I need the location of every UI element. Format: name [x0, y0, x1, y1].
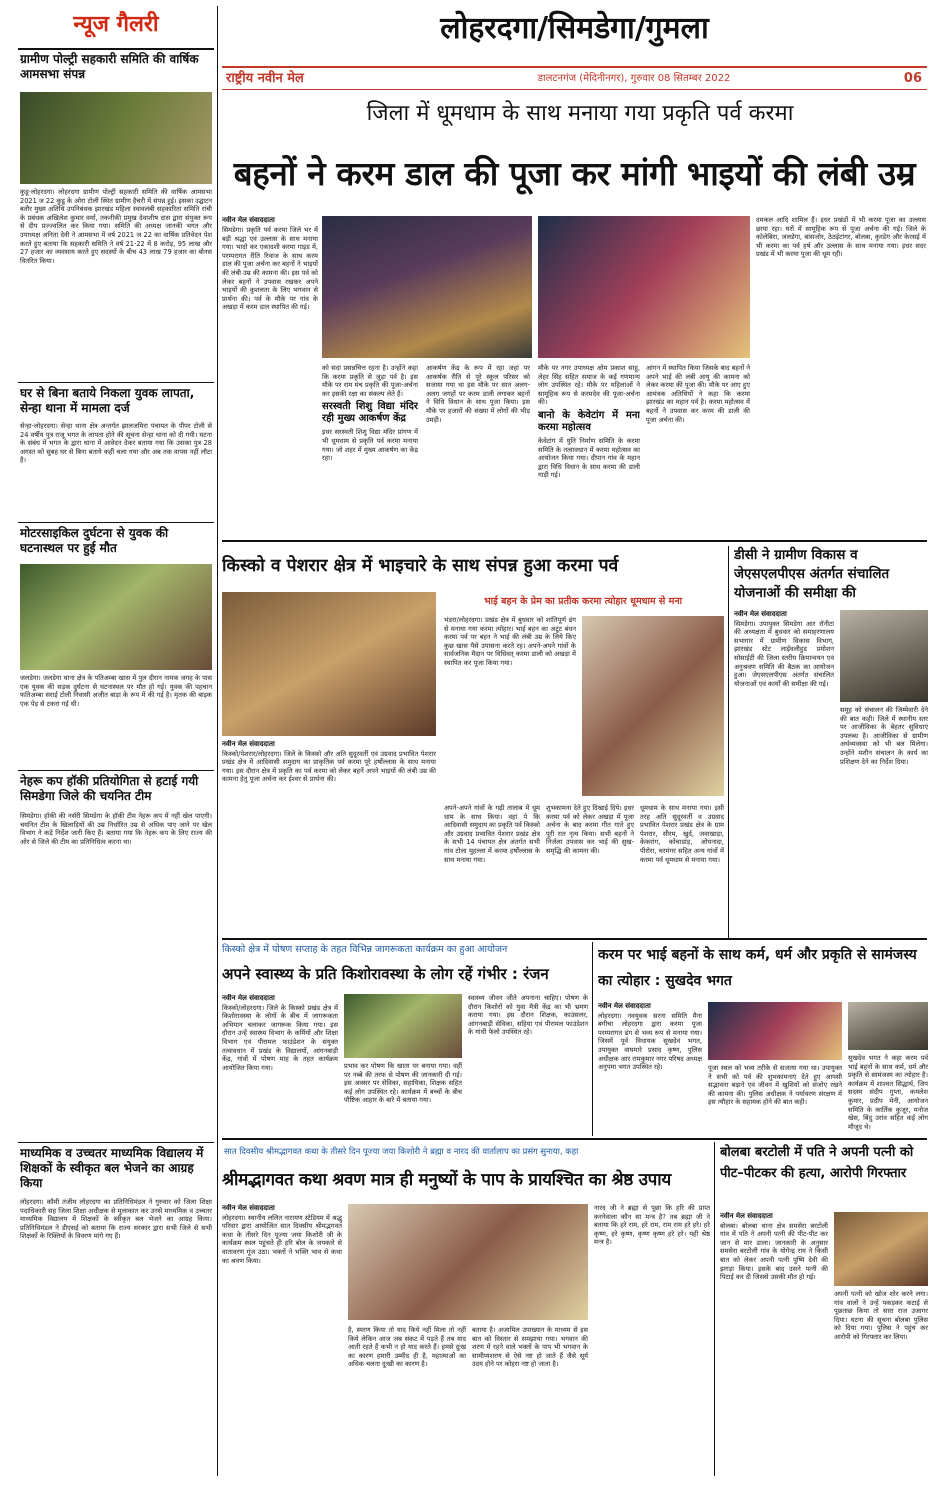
karam2-photo [708, 1002, 842, 1060]
kisko-subhead-band [444, 592, 722, 612]
kisko-photo [222, 592, 436, 736]
karam2-headline: करम पर भाई बहनों के साथ कर्म, धर्म और प्रकृति से सामंजस्य का त्योहार : सुखदेव भगत [598, 947, 917, 989]
divider [222, 938, 927, 940]
kisko-col1 [222, 740, 436, 936]
poshan-col1 [222, 994, 338, 1136]
news-gallery-sidebar [18, 6, 214, 1476]
dc-col1 [734, 610, 834, 936]
divider [18, 522, 214, 523]
bhagwat-photo [348, 1204, 588, 1320]
lead-col3: आकर्षण केंद्र के रूप में रहा जहां पर आकर्षक रीति से पूरे स्कूल परिसर को सजाया गया था इस मौके पर सात अलग-अलग जगहों पर करम डाली लगाकर बहनों ने विधि विधान के साथ पूजा किया। इस मौके पर हजारों की संख्या में लोगों की भीड़ उमड़ी। [426, 364, 530, 424]
byline: नवीन मेल संवाददाता [222, 1204, 275, 1212]
dateline: डालटनगंज (मेदिनीनगर), गुरुवार 08 सितम्बर 2022 [537, 73, 731, 84]
divider [18, 1142, 214, 1143]
bhagwat-col2: है, स्मरण किया तो याद किये नहीं मिला तो नहीं किये लेकिन आज जब संकट में पड़ते हैं तब याद आती रहते हैं कभी न हो याद करते हैं। हमसे दुःख का कारण हमारी उम्मीद ही है, महात्माओं का अधिक चलना दुःखी का कारण है। [348, 1326, 466, 1369]
lead-col6: दमकल आदि शामिल हैं। इधर प्रखंडों में भी करमा पूजा का उल्लास छाया रहा। घरों में सामूहिक रूप से पूजा अर्चना की गई। जिले के कोलेबिरा, जलडेगा, बांसजोर, ठेठईटांगर, बोलबा, कुरडेग और केरसई में भी करमा का पर्व हर्ष और उल्लास के साथ मनाया गया। इधर सदर प्रखंड में भी करमा पूजा की धूम रही। [756, 216, 926, 259]
bhagwat-col3: बताया है। अजामिल उपाख्यान के माध्यम से इस बात को विस्तार से समझाया गया। भगवान की शरण में रहने वाले भक्तों के पाप भी भगवान के सामीप्यशरण से ऐसे नष्ट हो जाते हैं जैसे सूर्य उदय होने पर कोहरा नष्ट हो जाता है। [472, 1326, 588, 1369]
column-divider [714, 1142, 715, 1476]
page-number: 06 [903, 71, 922, 86]
bhagwat-col1 [222, 1204, 342, 1476]
karam2-text: लोहरदगा। नवयुवक सरना समिति मैना बगीचा लोहरदगा द्वारा करमा पूजा परम्परागत ढंग से भव्य रूप से मनाया गया। जिसमें पूर्व विधायक सुखदेव भगत, उपायुक्त वाघमारे प्रसाद कृष्ण, पुलिस अधीक्षक आर रामकुमार नगर परिषद अध्यक्ष अनुपमा भगत उपस्थित रहे। [598, 1011, 702, 1072]
divider [222, 1138, 927, 1140]
bolba-photo [834, 1212, 928, 1286]
column-divider [728, 546, 729, 938]
kisko-col2: भंडरा/लोहरदगा। प्रखंड क्षेत्र में बुधवार को शांतिपूर्ण ढंग से मनाया गया करमा त्योहार। भाई बहन का अटूट बंधन करमा पर्व पर बहन ने भाई की लंबी उम्र के लिये किए कुछ खास पैसे उपासना करते रह। अपने-अपने गांवों के सार्वजनिक मैदान पर विधिवत् करमा डाली को अखड़ा में स्थापित कर पूजा किया गया। [444, 616, 576, 667]
lead-text: को सदा प्रसन्नचित्त रहना है। उन्होंने कहा कि करमा प्रकृति से जुड़ा पर्व है। इस मौके पर राम मंच प्रकृति की पूजा-अर्चना कर इसकी रक्षा का संकल्प लेते हैं। [322, 364, 418, 398]
bolba-col1 [720, 1212, 828, 1476]
poshan-photo [344, 994, 462, 1058]
edition-title: लोहरदगा/सिमडेगा/गुमला [440, 11, 709, 46]
news-gallery-title: न्यूज गैलरी [73, 12, 159, 37]
poshan-col3: स्वास्थ्य जीवन जीते अपनाना चाहिए। पोषण के दौरान किशोरों को युवा मैत्री केंद्र का भी भ्रमण कराया गया। इस दौरान शिक्षक, काउंसलर, आंगनबाड़ी सेविका, सहिया एवं पीरामल फाउंडेशन के गांधी फेलो उपस्थित रहे। [468, 994, 588, 1037]
karam2-col1 [598, 1002, 702, 1136]
lead-kicker: जिला में धूमधाम के साथ मनाया गया प्रकृति पर्व करमा [366, 101, 794, 126]
lead-subhead: सरस्वती शिशु विद्या मंदिर रही मुख्य आकर्षण केंद्र [322, 401, 418, 425]
story-headline: माध्यमिक व उच्चतर माध्यमिक विद्यालय में शिक्षकों के स्वीकृत बल भेजने का आग्रह किया [20, 1146, 204, 1190]
gallery-photo [20, 92, 212, 184]
lead-text: इधर सरस्वती शिशु विद्या मंदिर प्रांगण में भी धूमधाम से प्रकृति पर्व करमा मनाया गया। जो शहर में मुख्य आकर्षण का केंद्र रहा। [322, 428, 418, 463]
lead-text: सिमडेगा। प्रकृति पर्व करमा जिले भर में बड़ी श्रद्धा एवं उल्लास के साथ मनाया गया। भादो कर एकादशी करमा गाइड में, परम्परागत रीति रिवाज के साथ करम डाल की पूजा अर्चना कर बहनों ने भाइयों की लंबी उम्र की कामना की। इस पर्व को लेकर बहनों ने उपवास रखकर अपने भाइयों की कुशलता के लिए भगवान से प्रार्थना की। पर्व के मौके पर गांव के अखड़ा में करम डाल स्थापित की गई। [222, 226, 318, 312]
bhagwat-kicker-band [222, 1142, 710, 1160]
karam2-col2: पूजा स्थल को भव्य तरीके से सजाया गया था। उपायुक्त ने सभी को पर्व की शुभकामनाएं देते हुए आपसी सद्भावना बढ़ाने एवं जीवन में खुशियों को संजोए रखने की कामना की। पुलिस अधीक्षक ने पर्यावरण संरक्षण में इस त्यौहार के सहायक होने की बात कही। [708, 1064, 842, 1107]
byline: नवीन मेल संवाददाता [598, 1002, 651, 1010]
dc-col2: समूह को संचालन की जिम्मेवारी देने की बात कही। जिले में स्थानीय स्तर पर आजीविका के बेहतर सुविधाएं उपलब्ध है। आजीविका से ग्रामीण अर्थव्यवस्था को भी बल मिलेगा। उन्होंने मशीन संचालन के कार्य का प्रशिक्षण देने का निर्देश दिया। [840, 706, 928, 766]
bolba-text: बोलबा। बोलबा थाना क्षेत्र समसेरा बरटोली गांव में पति ने अपनी पत्नी की पीट-पीट कर जान से मार डाला। जानकारी के अनुसार समसेरा बरटोली गांव के योगेन्द्र राय ने किसी बात को लेकर अपनी पत्नी पुष्पि देवी की झगड़ा किया। इसके बाद उसने पत्नी की पिटाई कर दी जिससे उसकी मौत हो गई। [720, 1221, 828, 1282]
story-headline: घर से बिना बताये निकला युवक लापता, सेन्हा थाना में मामला दर्ज [20, 386, 195, 415]
sukhdev-portrait [848, 1002, 928, 1050]
lead-col1 [222, 216, 318, 536]
poshan-headline: अपने स्वास्थ्य के प्रति किशोरावस्था के लोग रहें गंभीर : रंजन [222, 965, 549, 983]
story-body: कुडू-लोहरदगा। लोहरदगा ग्रामीण पोल्ट्री सहकारी समिति की वार्षिक आमसभा 2021 ज 22 कुडू के ओरा टोली स्थित ग्रामीण हैचरी में संपन्न हुई। इसका उद्घाटन बतौर मुख्य अतिथि उपनिबंधक झारखंड महिला स्वावलंबी सहकारिता समिति रांची के प्रबंधक अखिलेश कुमार वर्मा, तकनीकी प्रमुख देवाशीष दास द्वारा संयुक्त रूप से दीप प्रज्ज्वलित कर किया गया। समिति की अध्यक्ष जानकी भगत और उपाध्यक्ष अनिता देवी ने आमसभा में वर्ष 2021 ज 22 का वार्षिक प्रतिवेदन पेश करते हुए बताया कि सहकारी समिति ने वर्ष 21-22 में 8 करोड़, 95 लाख और 27 हजार का व्यवसाय करते हुए सदस्यों के बीच 43 लाख 79 हजार का बोनस वितरित किया। [20, 188, 212, 265]
divider [18, 382, 214, 383]
bhagwat-col4: नारद जी ने ब्रह्मा से पूछा कि हरि की प्राप्त करनेवाला कौन सा मन्त्र है? तब ब्रह्मा जी ने बताया कि हरे राम, हरे राम, राम राम हरे हरे। हरे कृष्ण, हरे कृष्ण, कृष्ण कृष्ण हरे हरे। यही श्रेष्ठ मन्त्र है। [594, 1204, 710, 1247]
kisko-subhead: भाई बहन के प्रेम का प्रतीक करमा त्योहार धूमधाम से मना [483, 596, 683, 607]
bolba-col2: अपनी पत्नी को खोज शोर करने लगा। गांव वालों ने उन्हें पकड़कर कटाई से पूछताछ किया तो सारा राज उजागर दिया। घटना की सूचना बोलबा पुलिस को दिया गया। पुलिस ने पहुंच कर आरोपी को गिरफ्तार कर लिया। [834, 1290, 928, 1341]
dc-photo [840, 610, 928, 702]
kisko-col5: धूमधाम के साथ मनाया गया। इसी तरह अति सुदूरवर्ती व उग्रवाद प्रभावित पेशरार प्रखंड क्षेत्र के ग्राम पेशरार, सीरम, खुर्द, जवाखाड़ा, केकरांग, कोचाडांड़, ओयनादा, पीरोरा, चरमंगर सहित अन्य गांवों में करमा पर्व धूमधाम से मनाया गया। [640, 804, 724, 864]
karam2-col3: सुखदेव भगत ने कहा करम पर्व भाई बहनों के साथ कर्म, धर्म और प्रकृति से सामंजस्य का त्योहार है। कार्यक्रम में शाश्वत सिद्धार्थ, जिप सदस्य संदीप गुप्ता, कमलेश कुमार, प्रदीप मेनी, आयोजन समिति के कार्तिक कुजूर, मनोज खेस, बिंदु उरांव सहित कई लोग मौजूद थे। [848, 1054, 928, 1131]
bhagwat-headline: श्रीमद्भागवत कथा श्रवण मात्र ही मनुष्यों के पाप के प्रायश्चित का श्रेष्ठ उपाय [222, 1170, 671, 1190]
byline: नवीन मेल संवाददाता [720, 1212, 773, 1220]
story-body: सेन्हा-लोहरदगा। सेन्हा थाना क्षेत्र अन्तर्गत झालजमिरा पंचायत के पीपर टोली से 24 वर्षीय पुत्र राजू भगत के लापता होने की सूचना सेन्हा थाना को दी गयी। घटना के संबंध में भगत के द्वारा थाना में आवेदन देकर बताया गया कि उसका पुत्र 28 अगस्त को सुबह घर से बिना बताये कहीं चला गया और अब तक वापस नहीं लौटा है। [20, 422, 212, 465]
masthead-bar [222, 66, 927, 90]
kisko-headline: किस्को व पेशरार क्षेत्र में भाइचारे के साथ संपन्न हुआ करमा पर्व [222, 556, 619, 576]
story-body: जलडेगा। जलडेगा थाना क्षेत्र के पतिअम्बा खास में पुल दीरान नामक जगह के पास एक युवक की सड़क दुर्घटना से घटनास्थल पर मौत हो गई। युवक की पहचान फतिअम्बा सराई टोली निवासी अजीत बाड़ा के रूप में की गई है। मृतक की बाइक एक पेड़ से टकरा गई थी। [20, 674, 212, 708]
divider [222, 540, 927, 542]
divider [18, 770, 214, 771]
kisko-text: किस्को/पेशरार/लोहरदगा। जिले के किस्को और अति सुदूरवर्ती एवं उग्रवाद प्रभावित पेशरार प्रखंड क्षेत्र में आदिवासी समुदाय का प्राकृतिक पर्व करमा पूरे हर्षोल्लास के साथ मनाया गया। इस दौरान क्षेत्र में प्रकृति का पर्व करमा को लेकर बहनें अपने भाइयों की लंबी उम्र की कामना हेतु पूजा अर्चना कर ईश्वर से प्रार्थना की। [222, 749, 436, 784]
byline: नवीन मेल संवाददाता [222, 740, 275, 748]
story-body: सिमडेगा। हॉकी की नर्सरी सिमडेगा के हॉकी टीम नेहरू कप में नहीं खेल पाएगी। चयनित टीम के खिलाड़ियों की उम्र निर्धारित उम्र से अधिक पाए जाने पर खेल विभाग ने कड़े निर्देश जारी किए हैं। बताया गया कि नेहरू कप के लिए राज्य की ओर से जिले की टीम का प्रतिनिधित्व करना था। [20, 812, 212, 846]
poshan-text: किस्को/लोहरदगा। जिले के किस्को प्रखंड क्षेत्र में किशोरावस्था के लोगों के बीच में जागरूकता अभियान चलाकर जागरूक किया गया। इस दौरान उन्हें स्वास्थ्य विभाग के कर्मियों और शिक्षा विभाग एवं पीरामल फाउंडेशन के संयुक्त तत्वावधान में प्रखंड के विद्यालयों, आंगनबाड़ी केंद्र, गांवों में पोषण माह के तहत कार्यक्रम आयोजित किया गया। [222, 1003, 338, 1072]
story-headline: मोटरसाइकिल दुर्घटना से युवक की घटनास्थल पर हुई मौत [20, 526, 169, 555]
column-divider [217, 6, 218, 1476]
kisko-col3: अपने-अपने गांवों के गढ़ी तालाब में धूम धाम के साथ किया। वहां पे कि आदिवासी समुदाय का प्रकृति पर्व किस्को और उग्रवाद प्रभावित पेशरार प्रखंड क्षेत्र के सभी 14 पंचायत क्षेत्र अंतर्गत सभी गांव टोला मुहल्ला में करमा हर्षोल्लास के साथ मनाया गया। [444, 804, 540, 864]
poshan-col2: प्रभाव कर पोषण कि खाता पर बनाया गया। वहीं पर नब्बे की तरफ से पोषण की जानकारी दी गई। इस अवसर पर सेविका, सहायिका, शिक्षक सहित कई लोग उपस्थित रहे। कार्यक्रम में बच्चों के बीच पौष्टिक आहार के बारे में बताया गया। [344, 1062, 462, 1105]
byline: नवीन मेल संवाददाता [222, 994, 275, 1002]
story-headline: ग्रामीण पोल्ट्री सहकारी समिति की वार्षिक आमसभा संपन्न [20, 52, 199, 81]
dc-text: सिमडेगा। उपायुक्त सिमडेगा आर रॉनीटा की अध्यक्षता में बुधवार को समाहरणालय सभागार में ग्रामीण विकास विभाग, झारखंड स्टेट लाईवलीहुड प्रमोशन सोसाईटी की जिला स्तरीय क्रियान्वयन एवं अनुश्रवण समिति की बैठक का आयोजन हुआ। जेएसएलपीएस अंतर्गत संचालित योजनाओं एवं कार्यों की समीक्षा की गई। [734, 619, 834, 688]
paper-name: राष्ट्रीय नवीन मेल [226, 71, 304, 86]
gallery-photo [20, 564, 212, 670]
lead-text: केवेटांग में युति निर्माण समिति के करमा समिति के तत्वावधान में करमा महोत्सव का आयोजन किया गया। दीपान गांव के महान द्वारा विधि विधान के साथ करमा की डाली गाड़ी गई। [538, 436, 640, 480]
divider [18, 48, 214, 50]
bolba-headline: बोलबा बरटोली में पति ने अपनी पत्नी को पीट–पीटकर की हत्या, आरोपी गिरफ्तार [720, 1145, 914, 1181]
lead-photo-puja [538, 216, 750, 358]
lead-col4 [538, 364, 640, 536]
dc-headline: डीसी ने ग्रामीण विकास व जेएसएलपीएस अंतर्गत संचालित योजनाओं की समीक्षा की [734, 547, 890, 601]
story-headline: नेहरू कप हॉकी प्रतियोगिता से हटाई गयी सिमडेगा जिले की चयनित टीम [20, 774, 199, 803]
kisko-photo-2 [582, 616, 724, 796]
lead-subhead: बानो के केवेटांग में मना करमा महोत्सव [538, 409, 640, 433]
byline: नवीन मेल संवाददाता [222, 216, 275, 224]
bhagwat-kicker: सात दिवसीय श्रीमद्भागवत कथा के तीसरे दिन पूज्या जया किशोरी ने ब्रह्मा व नारद की वार्तालाप का प्रसंग सुनाया, कहा [224, 1146, 579, 1156]
column-divider [592, 942, 593, 1136]
lead-headline: बहनों ने करम डाल की पूजा कर मांगी भाइयों की लंबी उम्र [233, 154, 916, 193]
news-gallery-banner [18, 6, 214, 48]
masthead [222, 6, 927, 94]
lead-col5: आंगन में स्थापित किया जिसके बाद बहनों ने अपने भाई की लंबी आयु की कामना को लेकर करमा की पूजा की। मौके पर आए हुए आमंत्रक अतिथियों ने कहा कि करमा झारखंड का महान पर्व है। करमा महोत्सव में बहनों ने उपवास कर करम की डाली की पूजा अर्चना की। [646, 364, 750, 424]
byline: नवीन मेल संवाददाता [734, 610, 787, 618]
lead-photo-dancers [322, 216, 532, 358]
lead-text: मौके पर नगर उपाध्यक्ष ओम प्रकाश साहू, लेहर सिंह सहित समाज के कई गणमान्य लोग उपस्थित रहे। मौके पर महिलाओं ने सामूहिक रूप से करमदेव की पूजा-अर्चना की। [538, 364, 640, 407]
poshan-kicker: किस्को क्षेत्र में पोषण सप्ताह के तहत विभिन्न जागरूकता कार्यक्रम का हुआ आयोजन [222, 944, 508, 955]
story-body: लोहरदगा। कौमी तंजीम लोहरदगा का प्रतिनिधिमंडल ने गुरुवार को जिला शिक्षा पदाधिकारी सह जिला शिक्षा अधीक्षक से मुलाकात कर उनसे माध्यमिक व उच्चतर माध्यमिक विद्यालय में शिक्षकों के स्वीकृत बल भेजने का आग्रह किया। प्रतिनिधिमंडल ने डीएसई को बताया कि राज्य सरकार द्वारा सभी जिले से सभी शिक्षकों के रिक्तियों के विवरण मांगे गए हैं। [20, 1198, 212, 1241]
kisko-col4: शुभकामना देते हुए दिखाई दिये। इधर करमा पर्व को लेकर अखड़ा में पूजा अर्चना के बाद करमा गीत गाते हुए पूरी रात नृत्य किया। सभी बहनों ने निर्जला उपवास कर भाई की सुख-समृद्धि की कामना की। [546, 804, 634, 855]
bhagwat-text: लोहरदगा। स्थानीय ललित नारायण स्टेडियम में श्रद्धु परिवार द्वारा आयोजित सात दिवसीय श्रीमद्भगवत कथा के तीसरे दिन पूज्या जया किशोरी जी के कार्यक्रम स्थल पहुंचते ही हरि बोल के जयकारे से वातावरण गूंज उठा। भक्तों ने भक्ति भाव से कथा का श्रवण किया। [222, 1213, 342, 1265]
lead-col2 [322, 364, 418, 536]
